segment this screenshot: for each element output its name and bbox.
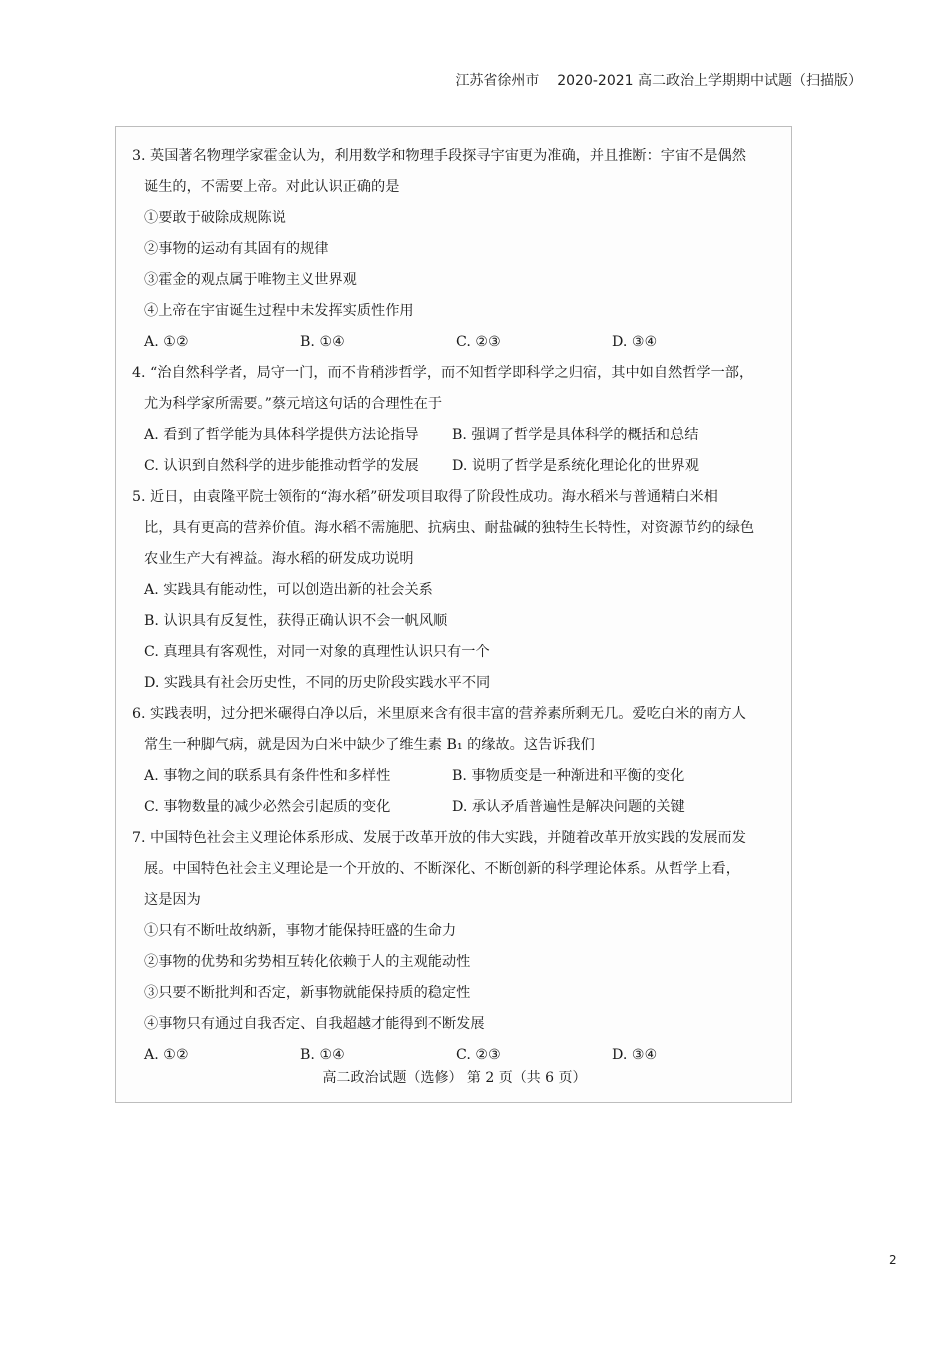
document-header: 江苏省徐州市 2020-2021 高二政治上学期期中试题（扫描版） — [455, 73, 862, 89]
answer-options-row — [132, 761, 780, 792]
option-a: A. 实践具有能动性，可以创造出新的社会关系 — [144, 582, 433, 598]
statement-item: ③霍金的观点属于唯物主义世界观 — [144, 272, 357, 288]
question-stem: 6. 实践表明，过分把米碾得白净以后，米里原来含有很丰富的营养素所剩无几。爱吃白米的南方人 — [132, 706, 746, 722]
statement-item: ②事物的优势和劣势相互转化依赖于人的主观能动性 — [144, 954, 471, 970]
answer-options — [132, 327, 780, 358]
question-stem: 展。中国特色社会主义理论是一个开放的、不断深化、不断创新的科学理论体系。从哲学上看， — [144, 861, 740, 877]
question-stem: 7. 中国特色社会主义理论体系形成、发展于改革开放的伟大实践，并随着改革开放实践的发展而发 — [132, 830, 746, 846]
question-6 — [132, 699, 780, 823]
option-d: D. ③④ — [612, 1047, 658, 1063]
option-c: C. ②③ — [456, 334, 501, 350]
question-stem: 3. 英国著名物理学家霍金认为，利用数学和物理手段探寻宇宙更为准确，并且推断：宇宙不是偶然 — [132, 148, 746, 164]
question-3 — [132, 141, 780, 358]
option-d: D. 承认矛盾普遍性是解决问题的关键 — [452, 799, 685, 815]
answer-options-row — [132, 792, 780, 823]
option-c: C. 真理具有客观性，对同一对象的真理性认识只有一个 — [144, 644, 490, 660]
option-b: B. 强调了哲学是具体科学的概括和总结 — [452, 427, 699, 443]
question-5 — [132, 482, 780, 699]
answer-options-row — [132, 420, 780, 451]
option-a: A. ①② — [144, 334, 189, 350]
scanned-page — [115, 126, 792, 1103]
option-d: D. ③④ — [612, 334, 658, 350]
question-stem: 诞生的，不需要上帝。对此认识正确的是 — [144, 179, 400, 195]
page-footer: 高二政治试题（选修） 第 2 页（共 6 页） — [322, 1070, 587, 1086]
option-b: B. 事物质变是一种渐进和平衡的变化 — [452, 768, 685, 784]
question-stem: 比，具有更高的营养价值。海水稻不需施肥、抗病虫、耐盐碱的独特生长特性，对资源节约的绿色 — [144, 520, 755, 536]
option-b: B. 认识具有反复性，获得正确认识不会一帆风顺 — [144, 613, 448, 629]
question-stem: 这是因为 — [144, 892, 201, 908]
option-a: A. 事物之间的联系具有条件性和多样性 — [144, 768, 391, 784]
question-stem: 农业生产大有裨益。海水稻的研发成功说明 — [144, 551, 414, 567]
option-c: C. 事物数量的减少必然会引起质的变化 — [144, 799, 391, 815]
option-d: D. 说明了哲学是系统化理论化的世界观 — [452, 458, 699, 474]
statement-item: ④事物只有通过自我否定、自我超越才能得到不断发展 — [144, 1016, 485, 1032]
question-stem: 尤为科学家所需要。”蔡元培这句话的合理性在于 — [144, 396, 443, 412]
page-number: 2 — [889, 1253, 897, 1267]
question-7 — [132, 823, 780, 1071]
question-stem: 4. “治自然科学者，局守一门，而不肯稍涉哲学，而不知哲学即科学之归宿，其中如自然哲学一部， — [132, 365, 754, 381]
option-b: B. ①④ — [300, 334, 345, 350]
statement-item: ①要敢于破除成规陈说 — [144, 210, 286, 226]
option-d: D. 实践具有社会历史性，不同的历史阶段实践水平不同 — [144, 675, 491, 691]
statement-item: ①只有不断吐故纳新，事物才能保持旺盛的生命力 — [144, 923, 457, 939]
question-stem: 5. 近日，由袁隆平院士领衔的“海水稻”研发项目取得了阶段性成功。海水稻米与普通精白米相 — [132, 489, 718, 505]
option-a: A. 看到了哲学能为具体科学提供方法论指导 — [144, 427, 419, 443]
statement-item: ③只要不断批判和否定，新事物就能保持质的稳定性 — [144, 985, 471, 1001]
option-c: C. 认识到自然科学的进步能推动哲学的发展 — [144, 458, 419, 474]
question-stem: 常生一种脚气病，就是因为白米中缺少了维生素 B₁ 的缘故。这告诉我们 — [144, 737, 595, 753]
option-b: B. ①④ — [300, 1047, 345, 1063]
answer-options-row — [132, 451, 780, 482]
statement-item: ④上帝在宇宙诞生过程中未发挥实质性作用 — [144, 303, 414, 319]
option-a: A. ①② — [144, 1047, 189, 1063]
option-c: C. ②③ — [456, 1047, 501, 1063]
statement-item: ②事物的运动有其固有的规律 — [144, 241, 329, 257]
question-4 — [132, 358, 780, 482]
